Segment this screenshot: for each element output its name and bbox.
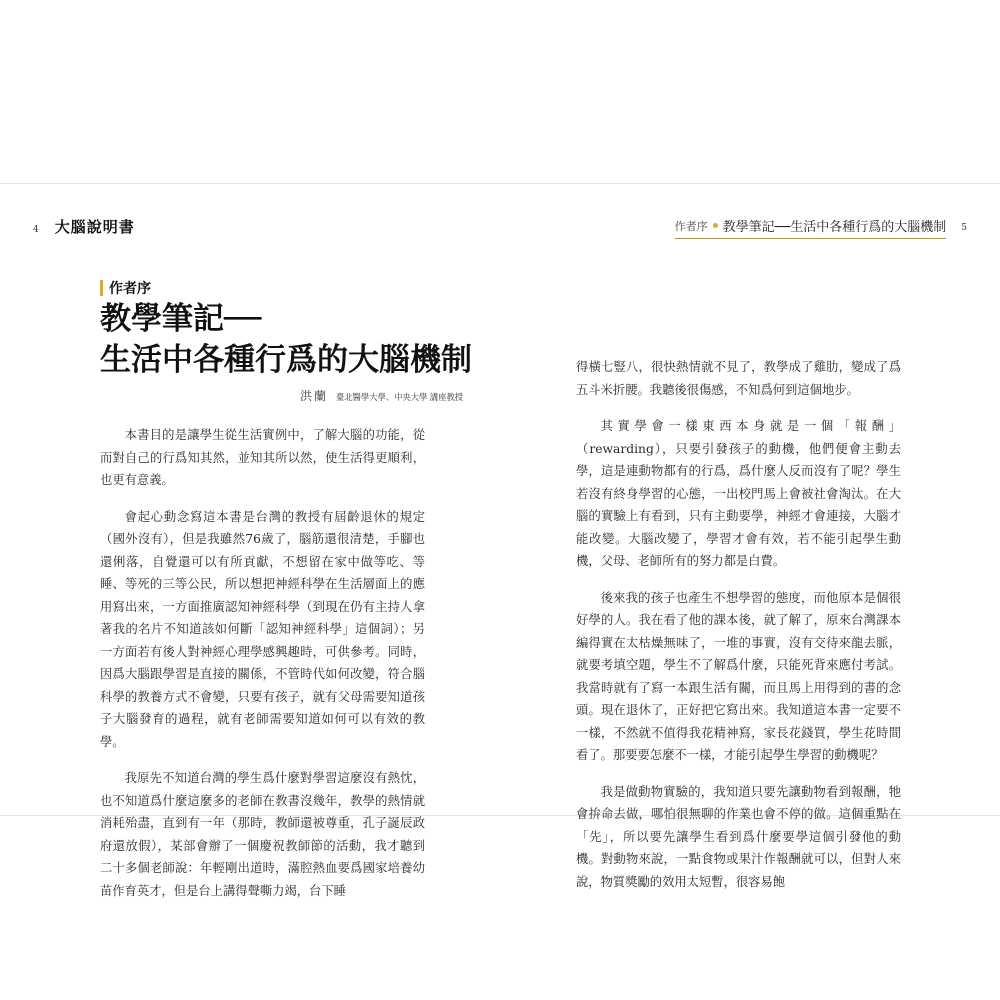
right-paragraph: 後來我的孩子也產生不想學習的態度，而他原本是個很好學的人。我在看了他的課本後，就了解了，原來台灣課本編得實在太枯燥無味了，一堆的事實，沒有交待來龍去脈，就要考填空題，學生不了解爲什麼，只能死背來應付考試。我當時就有了寫一本跟生活有關，而且馬上用得到的書的念頭。現在退休了，正好把它寫出來。我知道這本書一定要不一樣，不然就不值得我花精神寫，家長花錢買，學生花時間看了。那要要怎麼不一樣，才能引起學生學習的動機呢？ — [576, 590, 901, 762]
right-paragraph-continued: 得橫七豎八，很快熱情就不見了，教學成了雞肋，變成了爲五斗米折腰。我聽後很傷感，不知爲何到這個地步。 — [576, 360, 901, 397]
author-name: 洪蘭 — [300, 389, 329, 403]
chapter-title — [100, 299, 472, 381]
section-kicker — [100, 278, 151, 298]
right-body-text — [576, 356, 901, 907]
left-paragraph: 會起心動念寫這本書是台灣的教授有屆齡退休的規定（國外沒有），但是我雖然76歲了，腦筋還很清楚，手腳也還俐落，自覺還可以有所貢獻，不想留在家中做等吃、等睡、等死的三等公民，所以想把神經科學在生活層面上的應用寫出來，一方面推廣認知神經科學（到現在仍有主持人拿著我的名片不知道該如何斷「認知神經科學」這個詞）；另一方面若有後人對神經心理學感興趣時，可供參考。同時，因爲大腦跟學習是直接的關係，不管時代如何改變，符合腦科學的教養方式不會變，只要有孩子，就有父母需要知道孩子大腦發育的過程，就有老師需要知道如何可以有效的教學。 — [100, 509, 425, 749]
right-page-number: 5 — [961, 222, 967, 233]
chapter-title-line-2: 生活中各種行爲的大腦機制 — [100, 342, 472, 378]
kicker-label: 作者序 — [109, 281, 151, 297]
bullet-dot-icon — [713, 223, 718, 228]
left-running-head — [33, 216, 135, 237]
right-running-head-box — [675, 216, 947, 239]
left-paragraph: 我原先不知道台灣的學生爲什麼對學習這麼沒有熱忱，也不知道爲什麼這麼多的老師在教書沒幾年，教學的熱情就消耗殆盡，直到有一年（那時，教師還被尊重，孔子誕辰政府還放假），某部會辦了一個慶祝教師節的活動，我才聽到二十多個老師說：年輕剛出道時，滿腔熱血要爲國家培養幼苗作育英才，但是台上講得聲嘶力竭，台下睡 — [100, 771, 425, 898]
running-section-label: 作者序 — [674, 219, 708, 233]
author-byline — [300, 387, 463, 404]
left-page-number: 4 — [33, 225, 39, 235]
right-paragraph: 我是做動物實驗的，我知道只要先讓動物看到報酬，牠會拚命去做，哪怕很無聊的作業也會不停的做。這個重點在「先」，所以要先讓學生看到爲什麼要學這個引發他的動機。對動物來說，一點食物或果汁作報酬就可以，但對人來說，物質獎勵的效用太短暫，很容易飽 — [576, 784, 901, 889]
book-spread — [0, 184, 1000, 898]
right-paragraph: 其實學會一樣東西本身就是一個「報酬」（rewarding），只要引發孩子的動機，他們便會主動去學，這是連動物都有的行爲，爲什麼人反而沒有了呢？學生若沒有終身學習的心態，一出校門馬上會被社會淘汰。在大腦的實驗上有看到，只有主動要學，神經才會連接，大腦才能改變。大腦改變了，學習才會有效，若不能引起學生動機，父母、老師所有的努力都是白費。 — [576, 419, 901, 568]
author-affiliation: 臺北醫學大學、中央大學 講座教授 — [336, 392, 464, 402]
left-paragraph: 本書目的是讓學生從生活實例中，了解大腦的功能，從而對自己的行爲知其然，並知其所以然，使生活得更順利，也更有意義。 — [100, 428, 425, 487]
chapter-title-line-1: 教學筆記── — [100, 301, 262, 337]
kicker-accent-bar — [100, 280, 103, 296]
running-chapter-title: 教學筆記──生活中各種行爲的大腦機制 — [722, 220, 947, 235]
left-body-text — [100, 424, 425, 916]
right-running-head — [675, 216, 967, 239]
book-title: 大腦說明書 — [54, 218, 135, 236]
